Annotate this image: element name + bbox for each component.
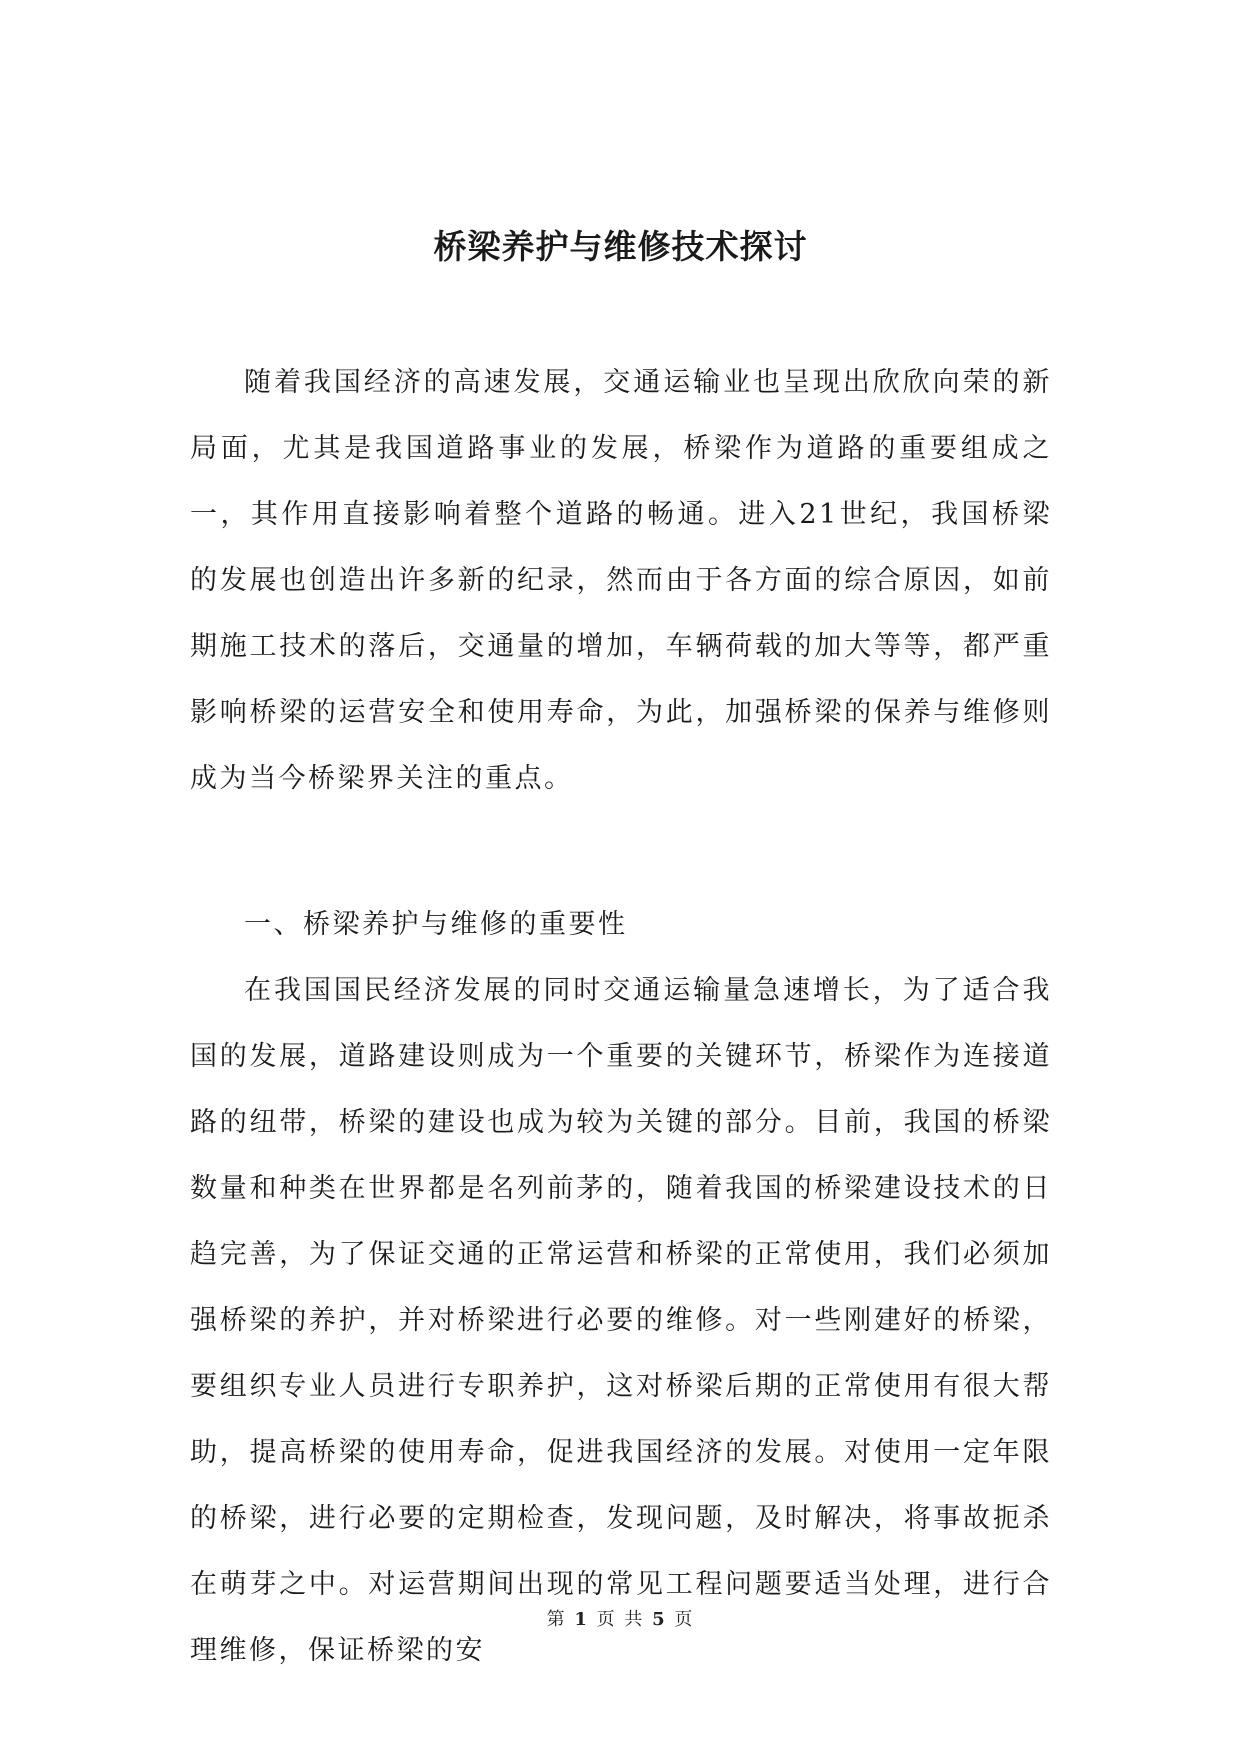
document-title: 桥梁养护与维修技术探讨 — [433, 227, 808, 266]
intro-paragraph: 随着我国经济的高速发展，交通运输业也呈现出欣欣向荣的新局面，尤其是我国道路事业的发展，桥梁作为道路的重要组成之一，其作用直接影响着整个道路的畅通。进入21世纪，我国桥梁的发展也创造出许多新的纪录，然而由于各方面的综合原因，如前期施工技术的落后，交通量的增加，车辆荷载的加大等等，都严重影响桥梁的运营安全和使用寿命，为此，加强桥梁的保养与维修则成为当今桥梁界关注的重点。 — [190, 367, 1052, 794]
footer-current-page: 1 — [574, 1609, 589, 1630]
page-footer — [0, 1608, 1241, 1632]
document-body — [190, 350, 1052, 1684]
footer-prefix: 第 — [546, 1609, 567, 1630]
section-1-heading: 一、桥梁养护与维修的重要性 — [244, 909, 628, 940]
section-1-paragraph: 在我国国民经济发展的同时交通运输量急速增长，为了适合我国的发展，道路建设则成为一个重要的关键环节，桥梁作为连接道路的纽带，桥梁的建设也成为较为关键的部分。目前，我国的桥梁数量和种类在世界都是名列前茅的，随着我国的桥梁建设技术的日趋完善，为了保证交通的正常运营和桥梁的正常使用，我们必须加强桥梁的养护，并对桥梁进行必要的维修。对一些刚建好的桥梁，要组织专业人员进行专职养护，这对桥梁后期的正常使用有很大帮助，提高桥梁的使用寿命，促进我国经济的发展。对使用一定年限的桥梁，进行必要的定期检查，发现问题，及时解决，将事故扼杀在萌芽之中。对运营期间出现的常见工程问题要适当处理，进行合理维修，保证桥梁的安 — [190, 975, 1052, 1666]
footer-total-pages: 5 — [652, 1609, 667, 1630]
footer-middle: 页 共 — [596, 1609, 645, 1630]
paragraph-gap — [190, 812, 1052, 892]
footer-suffix: 页 — [674, 1609, 695, 1630]
